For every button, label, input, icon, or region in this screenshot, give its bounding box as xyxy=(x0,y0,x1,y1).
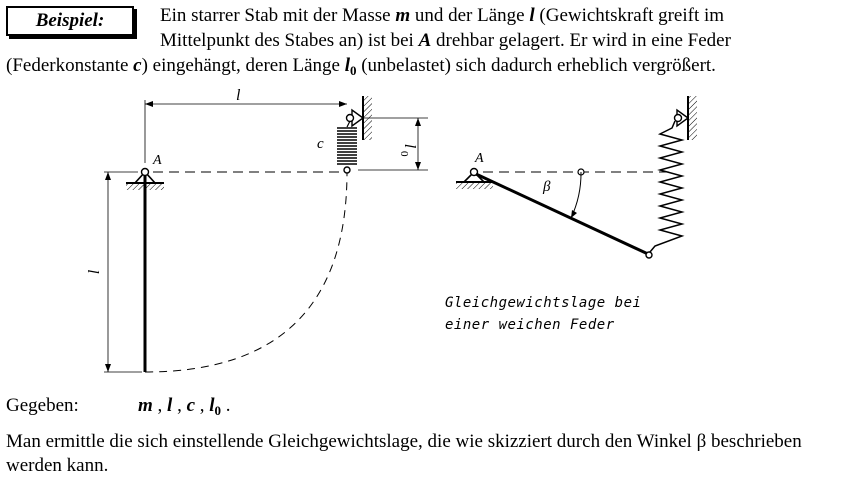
intro-text: (Gewichtskraft greift im xyxy=(534,5,725,26)
spring-zigzag xyxy=(650,121,682,252)
given-m: m xyxy=(138,395,153,416)
figure-caption xyxy=(445,292,641,336)
given-l: l xyxy=(167,395,173,416)
given-separator: , xyxy=(152,395,168,416)
label-length-top: l xyxy=(236,87,241,104)
caption-line-2: einer weichen Feder xyxy=(445,317,615,333)
spring-anchor-joint xyxy=(675,115,682,122)
given-values xyxy=(138,394,231,422)
ground-hatch xyxy=(456,183,493,189)
label-spring-constant: c xyxy=(317,136,324,152)
spring-end-joint xyxy=(344,167,350,173)
intro-text: (unbelastet) sich dadurch erheblich vergrößert. xyxy=(356,55,716,76)
intro-text: (Federkonstante xyxy=(6,55,134,76)
rod-end-joint xyxy=(646,252,652,258)
label-a-right: A xyxy=(475,151,484,166)
swing-arc xyxy=(145,172,347,372)
symbol-a: A xyxy=(418,30,432,51)
symbol-l0: l xyxy=(344,55,350,76)
intro-text: Ein starrer Stab mit der Masse xyxy=(160,5,396,26)
label-length-left: l xyxy=(86,269,103,275)
task-text: Man ermittle die sich einstellende Gleichgewichtslage, die wie skizziert durch den Winkel β beschrieben werden kann. xyxy=(6,431,802,476)
example-badge-label: Beispiel: xyxy=(35,10,105,31)
intro-text: Mittelpunkt des Stabes an) ist bei xyxy=(160,30,419,51)
right-sketch xyxy=(456,96,697,258)
wall-hatch xyxy=(689,96,697,140)
symbol-l0-subscript: 0 xyxy=(349,63,357,78)
left-sketch xyxy=(86,87,428,372)
given-separator: , xyxy=(172,395,187,416)
intro-text: und der Länge xyxy=(410,5,530,26)
given-c: c xyxy=(186,395,195,416)
pivot-joint xyxy=(142,169,149,176)
label-l0: l xyxy=(401,143,418,149)
intro-text: drehbar gelagert. Er wird in eine Feder xyxy=(431,30,731,51)
given-label: Gegeben: xyxy=(6,395,79,416)
symbol-c: c xyxy=(133,55,142,76)
label-a-left: A xyxy=(153,153,162,168)
rod-inclined xyxy=(476,174,648,254)
given-separator: , xyxy=(195,395,210,416)
intro-text: ) eingehängt, deren Länge xyxy=(141,55,345,76)
given-end: . xyxy=(221,395,231,416)
given-l0-subscript: 0 xyxy=(214,403,222,418)
caption-line-1: Gleichgewichtslage bei xyxy=(445,295,642,311)
label-beta: β xyxy=(543,179,551,195)
given-l0: l xyxy=(209,395,215,416)
label-l0-subscript: 0 xyxy=(398,151,410,157)
spring-anchor-joint xyxy=(347,115,354,122)
symbol-m: m xyxy=(395,5,411,26)
symbol-l: l xyxy=(529,5,535,26)
spring-coils xyxy=(337,128,357,164)
